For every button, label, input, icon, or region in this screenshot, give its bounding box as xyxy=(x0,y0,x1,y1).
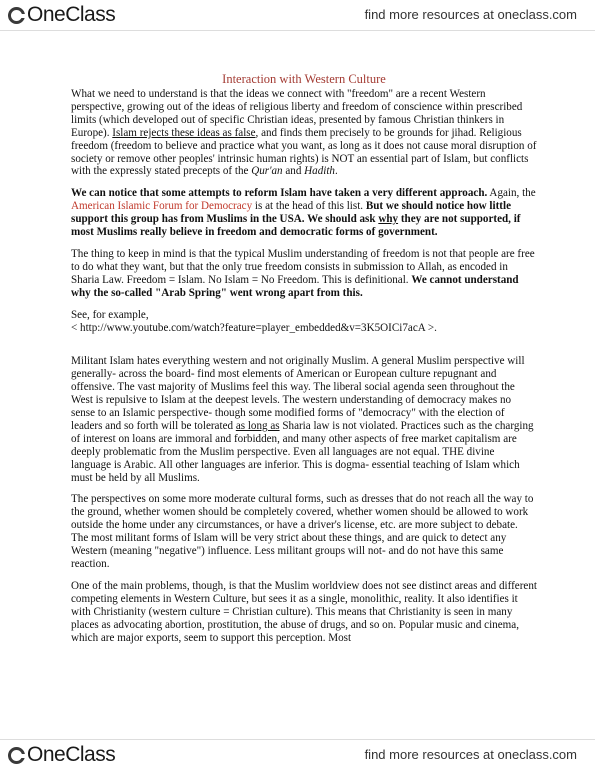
page-title: Interaction with Western Culture xyxy=(222,72,386,86)
paragraph-7: One of the main problems, though, is that the Muslim worldview does not see distinct areas and different competing elements in Western Culture, but sees it as a single, monolithic, reality. It also identifies it with Christianity (western culture = Christian culture). This means that Christianity is seen in many places as advocating abortion, prostitution, the abuse of drugs, and so on. Popular music and cinema, which are major exports, seem to support this perception. Most xyxy=(71,579,537,644)
logo-o-icon xyxy=(8,7,25,24)
oneclass-logo[interactable] xyxy=(8,4,115,26)
youtube-link[interactable]: < http://www.youtube.com/watch?feature=player_embedded&v=3K5OICi7acA >. xyxy=(71,321,437,334)
paragraph-1: What we need to understand is that the ideas we connect with "freedom" are a recent Western perspective, growing out of the ideas of religious liberty and freedom of conscience within prescribed limits (which developed out of specific Christian ideas, presented by famous Christian thinkers in Europe). Islam rejects these ideas as false, and finds them precisely to be grounds for jihad. Religious freedom (freedom to believe and practice what you want, as long as it does not cause moral disruption of society or remove other peoples' intrinsic human rights) is NOT an essential part of Islam, but conflicts with the expressly stated precepts of the Qur'an and Hadith. xyxy=(71,88,537,178)
footer-bar xyxy=(0,739,595,770)
paragraph-6: The perspectives on some more moderate cultural forms, such as dresses that do not reach all the way to the ground, whether women should be completely covered, whether women should be allowed to work outside the home under any circumstances, or have a driver's license, etc. are more subject to debate. The most militant forms of Islam will be very strict about these things, and are quick to detect any Western (meaning "negative") influence. Less militant groups will not- and do not have this same reaction. xyxy=(71,493,534,570)
document-body xyxy=(71,72,537,653)
paragraph-3: The thing to keep in mind is that the typical Muslim understanding of freedom is not that people are free to do what they want, but that the only true freedom consists in submission to Allah, as encoded in Sharia Law. Freedom = Islam. No Islam = No Freedom. This is definitional. We cannot understand why the so-called "Arab Spring" went wrong apart from this. xyxy=(71,247,535,299)
aifd-link[interactable]: American Islamic Forum for Democracy xyxy=(71,200,253,213)
oneclass-logo-footer[interactable] xyxy=(8,744,115,766)
paragraph-2: We can notice that some attempts to reform Islam have taken a very different approach. Again, the American Islamic Forum for Democracy is at the head of this list. But we should notice how little support this group has from Muslims in the USA. We should ask why they are not supported, if most Muslims really believe in freedom and democratic forms of government. xyxy=(71,187,536,239)
logo-text: OneClass xyxy=(27,743,116,766)
logo-text: OneClass xyxy=(27,3,116,26)
find-more-resources-link-footer[interactable]: find more resources at oneclass.com xyxy=(364,747,577,762)
logo-o-icon xyxy=(8,747,25,764)
paragraph-5: Militant Islam hates everything western and not originally Muslim. A general Muslim perspective will generally- across the board- find most elements of American or European culture repugnant and offensive. The vast majority of Muslims feel this way. The liberal social agenda seen throughout the West is repulsive to Islam at the deepest levels. The western understanding of democracy makes no sense to an Islamic perspective- though some modified forms of "democracy" with the election of leaders and so forth will be tolerated as long as Sharia law is not violated. Practices such as the charging of interest on loans are immoral and forbidden, and many other aspects of free market capitalism are deeply problematic from the Muslim perspective. Even all languages are not equal. THE divine language is Arabic. All other languages are inferior. This is dogma- essential teaching of Islam which must be held by all Muslims. xyxy=(71,355,534,484)
find-more-resources-link[interactable]: find more resources at oneclass.com xyxy=(364,7,577,22)
paragraph-4: See, for example, < http://www.youtube.com/watch?feature=player_embedded&v=3K5OICi7acA >. xyxy=(71,308,437,334)
header-bar xyxy=(0,0,595,31)
